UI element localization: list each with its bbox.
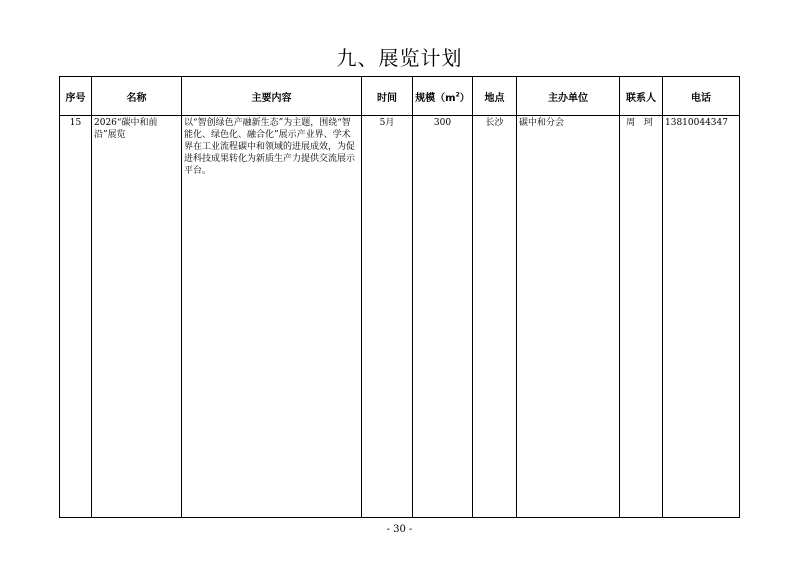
table-row: [60, 116, 740, 518]
header-scale-label: 规模（m: [415, 92, 456, 104]
exhibition-plan-table: [59, 76, 740, 518]
header-index: 序号: [60, 77, 92, 116]
cell-organizer: 碳中和分会: [517, 116, 620, 518]
cell-location: 长沙: [473, 116, 517, 518]
page-title: 九、展览计划: [336, 46, 463, 70]
header-scale-exponent: 2: [455, 91, 460, 99]
cell-content: 以“智创绿色产融新生态”为主题，围绕“智能化、绿色化、融合化”展示产业界、学术界在工业流程碳中和领域的进展成效，为促进科技成果转化为新质生产力提供交流展示平台。: [182, 116, 362, 518]
header-scale: [413, 77, 473, 116]
header-contact: 联系人: [620, 77, 663, 116]
cell-index: 15: [60, 116, 92, 518]
page-number: - 30 -: [386, 524, 413, 535]
header-content: 主要内容: [182, 77, 362, 116]
cell-name: 2026“碳中和前沿”展览: [92, 116, 182, 518]
cell-phone: 13810044347: [663, 116, 740, 518]
header-time: 时间: [362, 77, 413, 116]
header-scale-close: ）: [459, 92, 470, 104]
header-organizer: 主办单位: [517, 77, 620, 116]
cell-time: 5月: [362, 116, 413, 518]
header-name: 名称: [92, 77, 182, 116]
header-location: 地点: [473, 77, 517, 116]
header-phone: 电话: [663, 77, 740, 116]
cell-contact: 周 珂: [620, 116, 663, 518]
table-header-row: [60, 77, 740, 116]
cell-scale: 300: [413, 116, 473, 518]
